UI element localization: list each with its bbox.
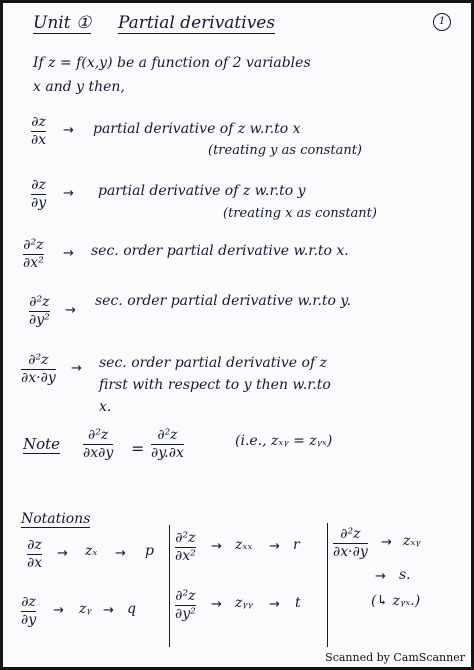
notation-2-sym: zᵧ: [79, 601, 92, 617]
notation-1-den: ∂x: [27, 555, 43, 571]
def3-den: ∂x²: [23, 255, 44, 271]
note-aside: (i.e., zₓᵧ = zᵧₓ): [235, 433, 333, 449]
def5-text-3: x.: [99, 399, 112, 415]
arrow-icon: →: [63, 186, 74, 201]
notation-1-letter: p: [145, 543, 154, 559]
arrow-icon: →: [63, 246, 74, 261]
def1-text: partial derivative of z w.r.to x: [93, 121, 301, 137]
notation-4-num: ∂²z: [175, 588, 196, 604]
def4-text: sec. order partial derivative w.r.to y.: [95, 293, 351, 309]
def2-text: partial derivative of z w.r.to y: [98, 183, 306, 199]
note-rhs-den: ∂y.∂x: [151, 445, 184, 461]
arrow-icon: →: [71, 361, 82, 376]
notation-3-letter: r: [293, 537, 300, 553]
notation-5-sym: zₓᵧ: [403, 533, 421, 549]
def3-num: ∂²z: [23, 237, 44, 253]
note-label: Note: [23, 435, 61, 453]
notation-3-num: ∂²z: [175, 530, 196, 546]
note-lhs-den: ∂x∂y: [83, 445, 114, 461]
def5-num: ∂²z: [28, 352, 49, 368]
arrow-icon: →: [63, 123, 74, 138]
notation-2-den: ∂y: [21, 612, 37, 628]
notation-3-sym: zₓₓ: [235, 537, 253, 553]
intro-line-1: If z = f(x,y) be a function of 2 variables: [33, 55, 311, 71]
notation-5-num: ∂²z: [340, 526, 361, 542]
notation-5-den: ∂x·∂y: [333, 544, 368, 560]
def1-num: ∂z: [31, 114, 46, 130]
def2-num: ∂z: [31, 177, 46, 193]
arrow-icon: →: [115, 546, 126, 561]
arrow-icon: →: [269, 597, 280, 612]
notation-1-sym: zₓ: [85, 543, 98, 559]
def3-fraction: [23, 238, 44, 271]
notation-4-den: ∂y²: [175, 606, 196, 622]
unit-label: Unit ①: [33, 13, 92, 33]
notation-1-num: ∂z: [27, 537, 42, 553]
arrow-icon: →: [53, 603, 64, 618]
def4-fraction: [29, 295, 50, 328]
notation-5-fraction: [333, 527, 368, 560]
arrow-icon: →: [381, 535, 392, 550]
page-title: Partial derivatives: [118, 13, 276, 33]
notation-1-fraction: [27, 538, 42, 571]
notation-4-letter: t: [295, 595, 301, 611]
notation-5-letter: s.: [399, 567, 411, 583]
notation-5-alt: (↳ zᵧₓ.): [371, 593, 421, 609]
arrow-icon: →: [103, 603, 114, 618]
arrow-icon: →: [65, 303, 76, 318]
notation-3-fraction: [175, 531, 196, 564]
column-divider: [327, 523, 328, 647]
arrow-icon: →: [211, 539, 222, 554]
scanner-footer: Scanned by CamScanner: [325, 651, 465, 664]
intro-line-2: x and y then,: [33, 79, 125, 95]
notation-3-den: ∂x²: [175, 548, 196, 564]
def1-fraction: [31, 115, 46, 148]
note-rhs-fraction: [151, 428, 184, 461]
def3-text: sec. order partial derivative w.r.to x.: [91, 243, 349, 259]
def5-fraction: [21, 353, 56, 386]
note-lhs-fraction: [83, 428, 113, 461]
def4-num: ∂²z: [29, 294, 50, 310]
arrow-icon: →: [269, 539, 280, 554]
def5-text-2: first with respect to y then w.r.to: [99, 377, 331, 393]
note-rhs-num: ∂²z: [157, 427, 178, 443]
def4-den: ∂y²: [29, 312, 50, 328]
page-number: 1: [433, 13, 451, 31]
notations-label: Notations: [21, 511, 91, 527]
notation-2-num: ∂z: [21, 594, 36, 610]
def2-fraction: [31, 178, 46, 211]
arrow-icon: →: [57, 546, 68, 561]
notation-2-fraction: [21, 595, 36, 628]
def1-den: ∂x: [31, 132, 47, 148]
note-lhs-num: ∂²z: [88, 427, 109, 443]
notation-4-fraction: [175, 589, 196, 622]
notation-4-sym: zᵧᵧ: [235, 595, 253, 611]
def2-note: (treating x as constant): [223, 206, 377, 221]
note-equals: =: [131, 439, 145, 458]
arrow-icon: →: [375, 569, 386, 584]
notation-2-letter: q: [127, 601, 136, 617]
def2-den: ∂y: [31, 195, 47, 211]
def1-note: (treating y as constant): [208, 143, 362, 158]
def5-text: sec. order partial derivative of z: [99, 355, 327, 371]
def5-den: ∂x·∂y: [21, 370, 56, 386]
arrow-icon: →: [211, 597, 222, 612]
column-divider: [169, 525, 170, 647]
